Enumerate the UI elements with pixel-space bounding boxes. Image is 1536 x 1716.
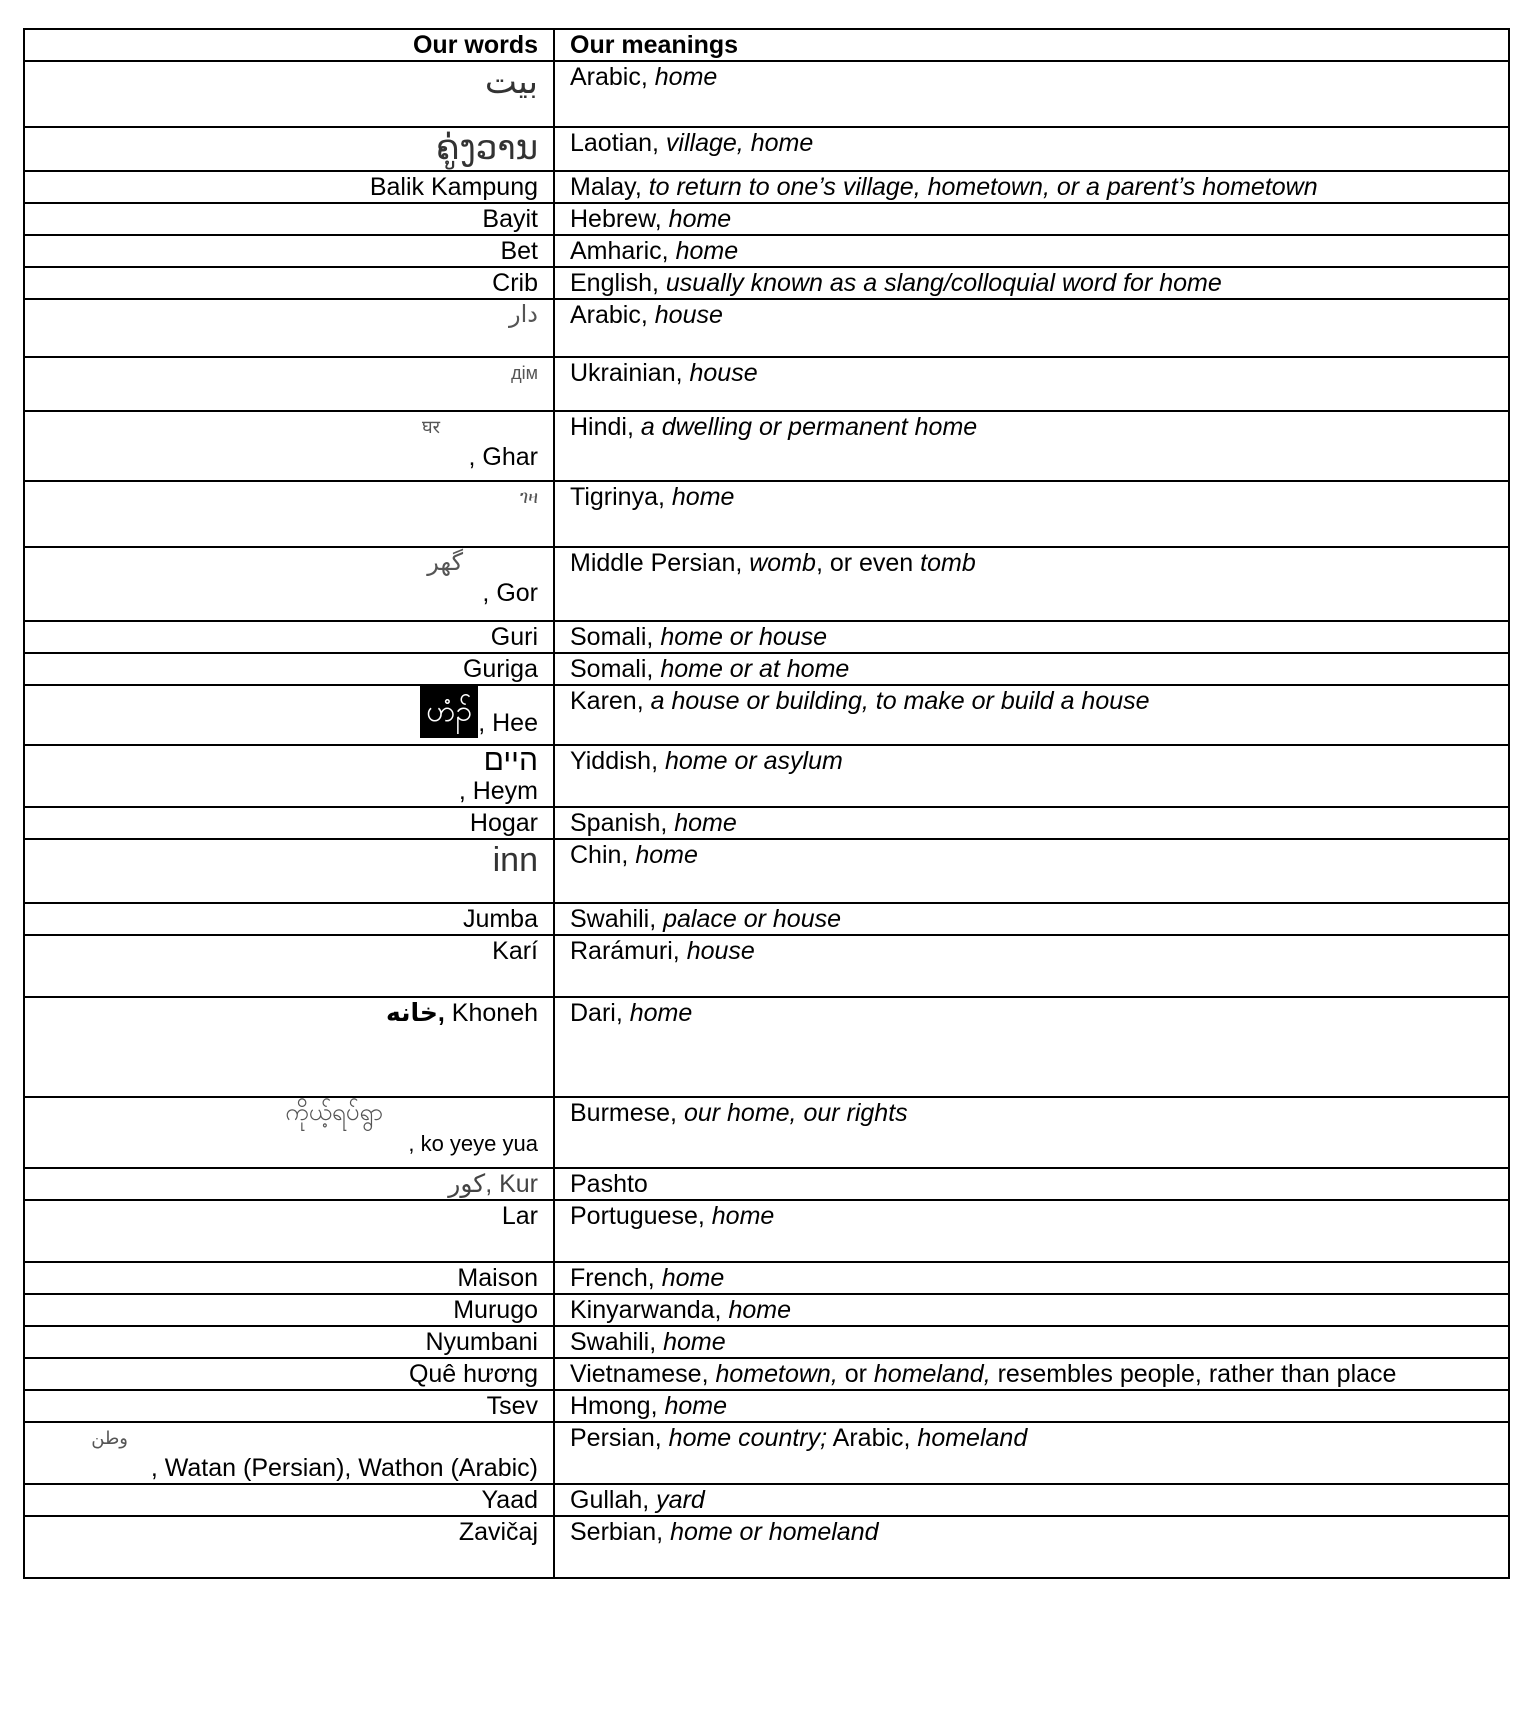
word-cell: [24, 935, 554, 997]
word-cell: [24, 547, 554, 621]
native-script-word: بيت: [484, 63, 538, 101]
meaning-cell: [554, 745, 1509, 807]
word-cell: [24, 299, 554, 357]
meaning-text: tomb: [920, 549, 976, 577]
word-cell: [24, 235, 554, 267]
word-cell: [24, 127, 554, 171]
word-cell: [24, 621, 554, 653]
meaning-text: French,: [570, 1264, 662, 1292]
meaning-text: home or homeland: [670, 1518, 879, 1546]
words-table: [23, 28, 1510, 1579]
word-text: Quê hương: [408, 1360, 538, 1388]
word-cell: [24, 357, 554, 411]
table-row: [24, 745, 1509, 807]
meaning-cell: [554, 653, 1509, 685]
meaning-text: home or at home: [660, 655, 850, 683]
meaning-text: home or asylum: [664, 747, 843, 775]
native-script-word: خانه,: [385, 999, 445, 1027]
word-cell: [24, 1294, 554, 1326]
table-row: [24, 547, 1509, 621]
table-row: [24, 1262, 1509, 1294]
table-row: [24, 1294, 1509, 1326]
meaning-text: Hmong,: [570, 1392, 665, 1420]
meaning-text: Karen,: [570, 687, 651, 715]
meaning-text: Chin,: [570, 841, 636, 869]
meaning-text: a house or building, to make or build a house: [650, 687, 1150, 715]
meaning-cell: [554, 1294, 1509, 1326]
native-script-word: ဟံၣ်: [420, 686, 478, 738]
meaning-text: yard: [656, 1486, 705, 1514]
meaning-cell: [554, 1484, 1509, 1516]
word-cell: [24, 61, 554, 127]
table-row: [24, 357, 1509, 411]
meaning-cell: [554, 1326, 1509, 1358]
meaning-cell: [554, 411, 1509, 481]
meaning-text: our home, our rights: [683, 1099, 908, 1127]
word-text: , Ghar: [468, 443, 538, 471]
meaning-text: Swahili,: [570, 1328, 664, 1356]
table-body: [24, 61, 1509, 1578]
table-row: [24, 171, 1509, 203]
native-script-word: ຄູ່ງວານ: [435, 129, 538, 167]
word-cell: [24, 1516, 554, 1578]
word-text: , Hee: [478, 709, 538, 737]
native-script-word: inn: [492, 841, 538, 879]
meaning-cell: [554, 1516, 1509, 1578]
word-text: Guriga: [462, 655, 538, 683]
meaning-text: house: [686, 937, 755, 965]
meaning-text: homeland,: [873, 1360, 991, 1388]
meaning-cell: [554, 1358, 1509, 1390]
meaning-text: Malay,: [570, 173, 649, 201]
meaning-text: womb: [749, 549, 816, 577]
meaning-cell: [554, 997, 1509, 1097]
meaning-cell: [554, 127, 1509, 171]
meaning-text: home: [711, 1202, 775, 1230]
meaning-text: home: [675, 237, 739, 265]
word-text: Bayit: [482, 205, 538, 233]
word-text: , Heym: [458, 777, 538, 805]
word-cell: [24, 1200, 554, 1262]
word-cell: [24, 1097, 554, 1168]
meaning-text: home: [629, 999, 693, 1027]
meaning-text: Serbian,: [570, 1518, 671, 1546]
meaning-cell: [554, 357, 1509, 411]
word-text: , ko yeye yua: [408, 1131, 538, 1156]
meaning-text: homeland: [917, 1424, 1028, 1452]
meaning-cell: [554, 621, 1509, 653]
word-cell: [24, 807, 554, 839]
table-row: [24, 411, 1509, 481]
table-row: [24, 997, 1509, 1097]
meaning-text: Arabic,: [570, 301, 655, 329]
meaning-text: home: [671, 483, 735, 511]
table-header-row: [24, 29, 1509, 61]
native-script-word: дім: [511, 363, 538, 383]
meaning-cell: [554, 807, 1509, 839]
meaning-cell: [554, 1422, 1509, 1484]
meaning-cell: [554, 61, 1509, 127]
table-row: [24, 1484, 1509, 1516]
meaning-text: Ukrainian,: [570, 359, 690, 387]
table-row: [24, 1326, 1509, 1358]
word-cell: [24, 1484, 554, 1516]
meaning-text: Rarámuri,: [570, 937, 687, 965]
native-script-word: היים: [483, 744, 538, 777]
meaning-cell: [554, 685, 1509, 745]
word-text: Crib: [492, 269, 538, 297]
word-text: Zavičaj: [458, 1518, 538, 1546]
meaning-text: or: [837, 1360, 874, 1388]
table-row: [24, 935, 1509, 997]
word-text: Guri: [490, 623, 538, 651]
table-row: [24, 61, 1509, 127]
word-cell: [24, 411, 554, 481]
meaning-text: house: [654, 301, 723, 329]
meaning-cell: [554, 903, 1509, 935]
meaning-text: home: [635, 841, 698, 869]
meaning-text: Laotian,: [570, 129, 666, 157]
word-cell: [24, 1358, 554, 1390]
meaning-text: Vietnamese,: [570, 1360, 716, 1388]
meaning-text: to return to one’s village, hometown, or a parent’s hometown: [648, 173, 1318, 201]
table-row: [24, 299, 1509, 357]
table-row: [24, 203, 1509, 235]
meaning-text: home country;: [668, 1424, 828, 1452]
word-text: Khoneh: [444, 999, 538, 1027]
word-cell: [24, 839, 554, 903]
native-script-word: ገዛ: [519, 487, 538, 507]
word-text: Kur: [492, 1170, 538, 1198]
header-our-words: Our words: [24, 29, 554, 61]
meaning-text: Arabic,: [827, 1424, 918, 1452]
meaning-text: Burmese,: [570, 1099, 684, 1127]
meaning-text: Tigrinya,: [570, 483, 672, 511]
meaning-text: Swahili,: [570, 905, 664, 933]
meaning-cell: [554, 1390, 1509, 1422]
meaning-text: home: [668, 205, 732, 233]
meaning-cell: [554, 547, 1509, 621]
word-text: Nyumbani: [425, 1328, 538, 1356]
word-text: Tsev: [486, 1392, 538, 1420]
table-row: [24, 481, 1509, 547]
meaning-text: usually known as a slang/colloquial word for home: [665, 269, 1222, 297]
word-text: Karí: [492, 937, 538, 965]
word-text: Jumba: [462, 905, 538, 933]
meaning-text: English,: [570, 269, 666, 297]
meaning-text: Pashto: [570, 1170, 648, 1198]
native-script-word: گهر: [427, 549, 463, 576]
word-text: Maison: [457, 1264, 538, 1292]
meaning-text: Persian,: [570, 1424, 669, 1452]
word-cell: [24, 903, 554, 935]
meaning-text: home: [728, 1296, 791, 1324]
meaning-text: home or house: [660, 623, 828, 651]
meaning-text: home: [654, 63, 718, 91]
meaning-cell: [554, 171, 1509, 203]
word-text: Hogar: [469, 809, 538, 837]
meaning-cell: [554, 935, 1509, 997]
meaning-text: Portuguese,: [570, 1202, 712, 1230]
table-row: [24, 653, 1509, 685]
word-cell: [24, 745, 554, 807]
meaning-cell: [554, 267, 1509, 299]
header-our-meanings: Our meanings: [554, 29, 1509, 61]
table-row: [24, 1516, 1509, 1578]
meaning-text: resembles people, rather than place: [990, 1360, 1397, 1388]
meaning-text: village, home: [665, 129, 814, 157]
meaning-cell: [554, 481, 1509, 547]
native-script-word: دار: [509, 301, 538, 328]
word-cell: [24, 653, 554, 685]
meaning-text: Yiddish,: [570, 747, 665, 775]
meaning-text: Kinyarwanda,: [570, 1296, 729, 1324]
word-cell: [24, 203, 554, 235]
meaning-text: Somali,: [570, 623, 661, 651]
word-text: Balik Kampung: [369, 173, 538, 201]
table-row: [24, 1390, 1509, 1422]
word-text: Bet: [500, 237, 538, 265]
word-cell: [24, 685, 554, 745]
meaning-text: home: [661, 1264, 725, 1292]
meaning-text: Spanish,: [570, 809, 675, 837]
table-row: [24, 127, 1509, 171]
word-cell: [24, 171, 554, 203]
native-script-word: کور,: [448, 1170, 493, 1198]
table-row: [24, 839, 1509, 903]
meaning-text: home: [674, 809, 737, 837]
word-cell: [24, 1168, 554, 1200]
meaning-text: Hebrew,: [570, 205, 669, 233]
word-cell: [24, 997, 554, 1097]
meaning-text: Amharic,: [570, 237, 676, 265]
native-script-word: ကိုယ့်ရပ်ရွာ: [285, 1099, 383, 1126]
word-cell: [24, 267, 554, 299]
meaning-text: home: [663, 1328, 726, 1356]
native-script-word: घर: [422, 417, 440, 437]
meaning-text: Middle Persian,: [570, 549, 750, 577]
table-row: [24, 235, 1509, 267]
table-row: [24, 267, 1509, 299]
meaning-text: Gullah,: [570, 1486, 657, 1514]
word-text: Yaad: [481, 1486, 538, 1514]
meaning-text: house: [689, 359, 758, 387]
meaning-text: Somali,: [570, 655, 661, 683]
word-text: , Gor: [482, 579, 538, 607]
table-row: [24, 685, 1509, 745]
meaning-cell: [554, 235, 1509, 267]
word-cell: [24, 1326, 554, 1358]
table-row: [24, 1358, 1509, 1390]
word-text: Murugo: [453, 1296, 538, 1324]
word-cell: [24, 1262, 554, 1294]
word-cell: [24, 1422, 554, 1484]
meaning-text: , or even: [815, 549, 921, 577]
meaning-text: Hindi,: [570, 413, 641, 441]
meaning-cell: [554, 1097, 1509, 1168]
meaning-text: home: [664, 1392, 728, 1420]
meaning-text: Arabic,: [570, 63, 655, 91]
meaning-cell: [554, 1168, 1509, 1200]
table-row: [24, 1200, 1509, 1262]
table-row: [24, 1422, 1509, 1484]
table-row: [24, 1168, 1509, 1200]
word-text: , Watan (Persian), Wathon (Arabic): [150, 1454, 538, 1482]
table-row: [24, 1097, 1509, 1168]
meaning-text: a dwelling or permanent home: [640, 413, 978, 441]
meaning-cell: [554, 299, 1509, 357]
meaning-text: hometown,: [715, 1360, 838, 1388]
meaning-cell: [554, 1200, 1509, 1262]
table-row: [24, 903, 1509, 935]
meaning-cell: [554, 839, 1509, 903]
word-cell: [24, 481, 554, 547]
meaning-text: palace or house: [663, 905, 841, 933]
native-script-word: وطن: [91, 1428, 128, 1448]
word-cell: [24, 1390, 554, 1422]
meaning-text: Dari,: [570, 999, 630, 1027]
meaning-cell: [554, 203, 1509, 235]
table-row: [24, 621, 1509, 653]
table-row: [24, 807, 1509, 839]
meaning-cell: [554, 1262, 1509, 1294]
word-text: Lar: [501, 1202, 538, 1230]
